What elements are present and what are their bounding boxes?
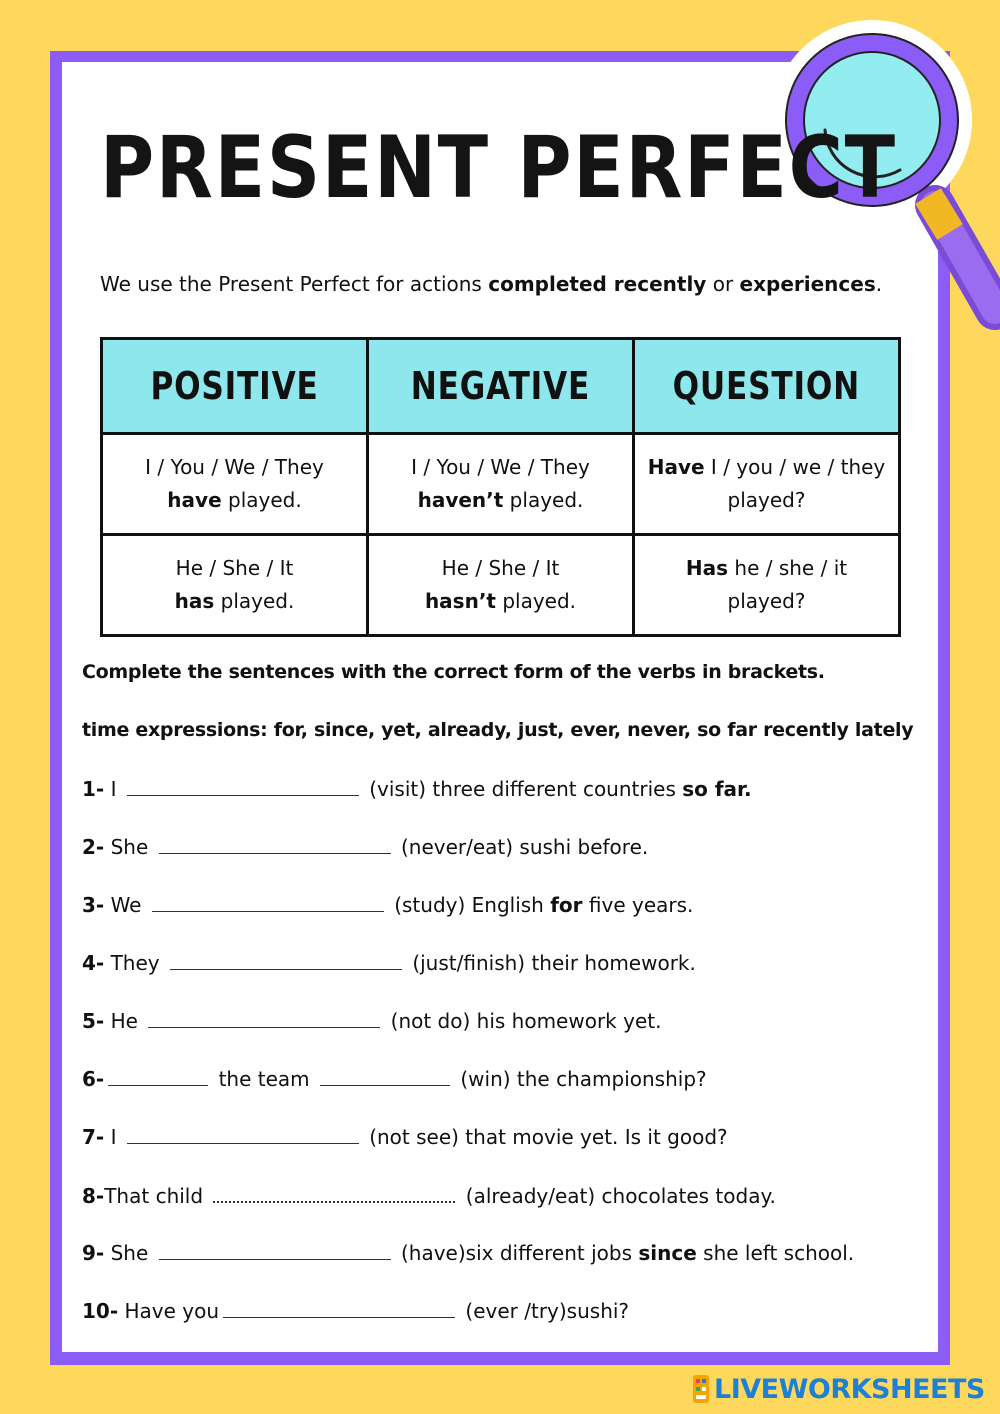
exercise-10: 10- Have you (ever /try)sushi?	[82, 1299, 630, 1323]
intro-text: We use the Present Perfect for actions completed recently or experiences.	[100, 272, 883, 296]
exercise-8: 8-That child (already/eat) chocolates today.	[82, 1184, 776, 1208]
cell-negative-singular: He / She / It hasn’t played.	[368, 535, 634, 636]
exercise-1: 1- I (visit) three different countries so far.	[82, 777, 752, 801]
exercise-4: 4- They (just/finish) their homework.	[82, 951, 696, 975]
answer-blank[interactable]	[152, 893, 384, 912]
exercise-9: 9- She (have)six different jobs since she left school.	[82, 1241, 855, 1265]
header-question: QUESTION	[634, 339, 900, 434]
answer-blank[interactable]	[159, 1241, 391, 1260]
answer-blank[interactable]	[127, 777, 359, 796]
answer-blank[interactable]	[223, 1299, 455, 1318]
header-positive: POSITIVE	[102, 339, 368, 434]
exercise-5: 5- He (not do) his homework yet.	[82, 1009, 662, 1033]
answer-blank[interactable]	[108, 1067, 208, 1086]
header-negative: NEGATIVE	[368, 339, 634, 434]
answer-blank[interactable]	[170, 951, 402, 970]
cell-question-singular: Has he / she / it played?	[634, 535, 900, 636]
exercise-6: 6- the team (win) the championship?	[82, 1067, 707, 1091]
grammar-table	[100, 337, 901, 637]
instructions: Complete the sentences with the correct form of the verbs in brackets.	[82, 661, 825, 683]
answer-blank[interactable]	[127, 1125, 359, 1144]
answer-blank[interactable]	[213, 1183, 455, 1203]
cell-question-plural: Have I / you / we / they played?	[634, 434, 900, 535]
answer-blank[interactable]	[320, 1067, 450, 1086]
liveworksheets-logo: LIVEWORKSHEETS	[692, 1372, 985, 1406]
exercise-2: 2- She (never/eat) sushi before.	[82, 835, 649, 859]
answer-blank[interactable]	[148, 1009, 380, 1028]
table-row	[102, 535, 900, 636]
cell-positive-plural: I / You / We / They have played.	[102, 434, 368, 535]
table-row	[102, 434, 900, 535]
logo-icon	[692, 1374, 710, 1404]
page-title: PRESENT PERFECT	[100, 118, 897, 218]
exercise-3: 3- We (study) English for five years.	[82, 893, 694, 917]
exercise-7: 7- I (not see) that movie yet. Is it good?	[82, 1125, 728, 1149]
table-header-row	[102, 339, 900, 434]
answer-blank[interactable]	[159, 835, 391, 854]
cell-positive-singular: He / She / It has played.	[102, 535, 368, 636]
cell-negative-plural: I / You / We / They haven’t played.	[368, 434, 634, 535]
time-expressions: time expressions: for, since, yet, already, just, ever, never, so far recently lately	[82, 719, 914, 741]
